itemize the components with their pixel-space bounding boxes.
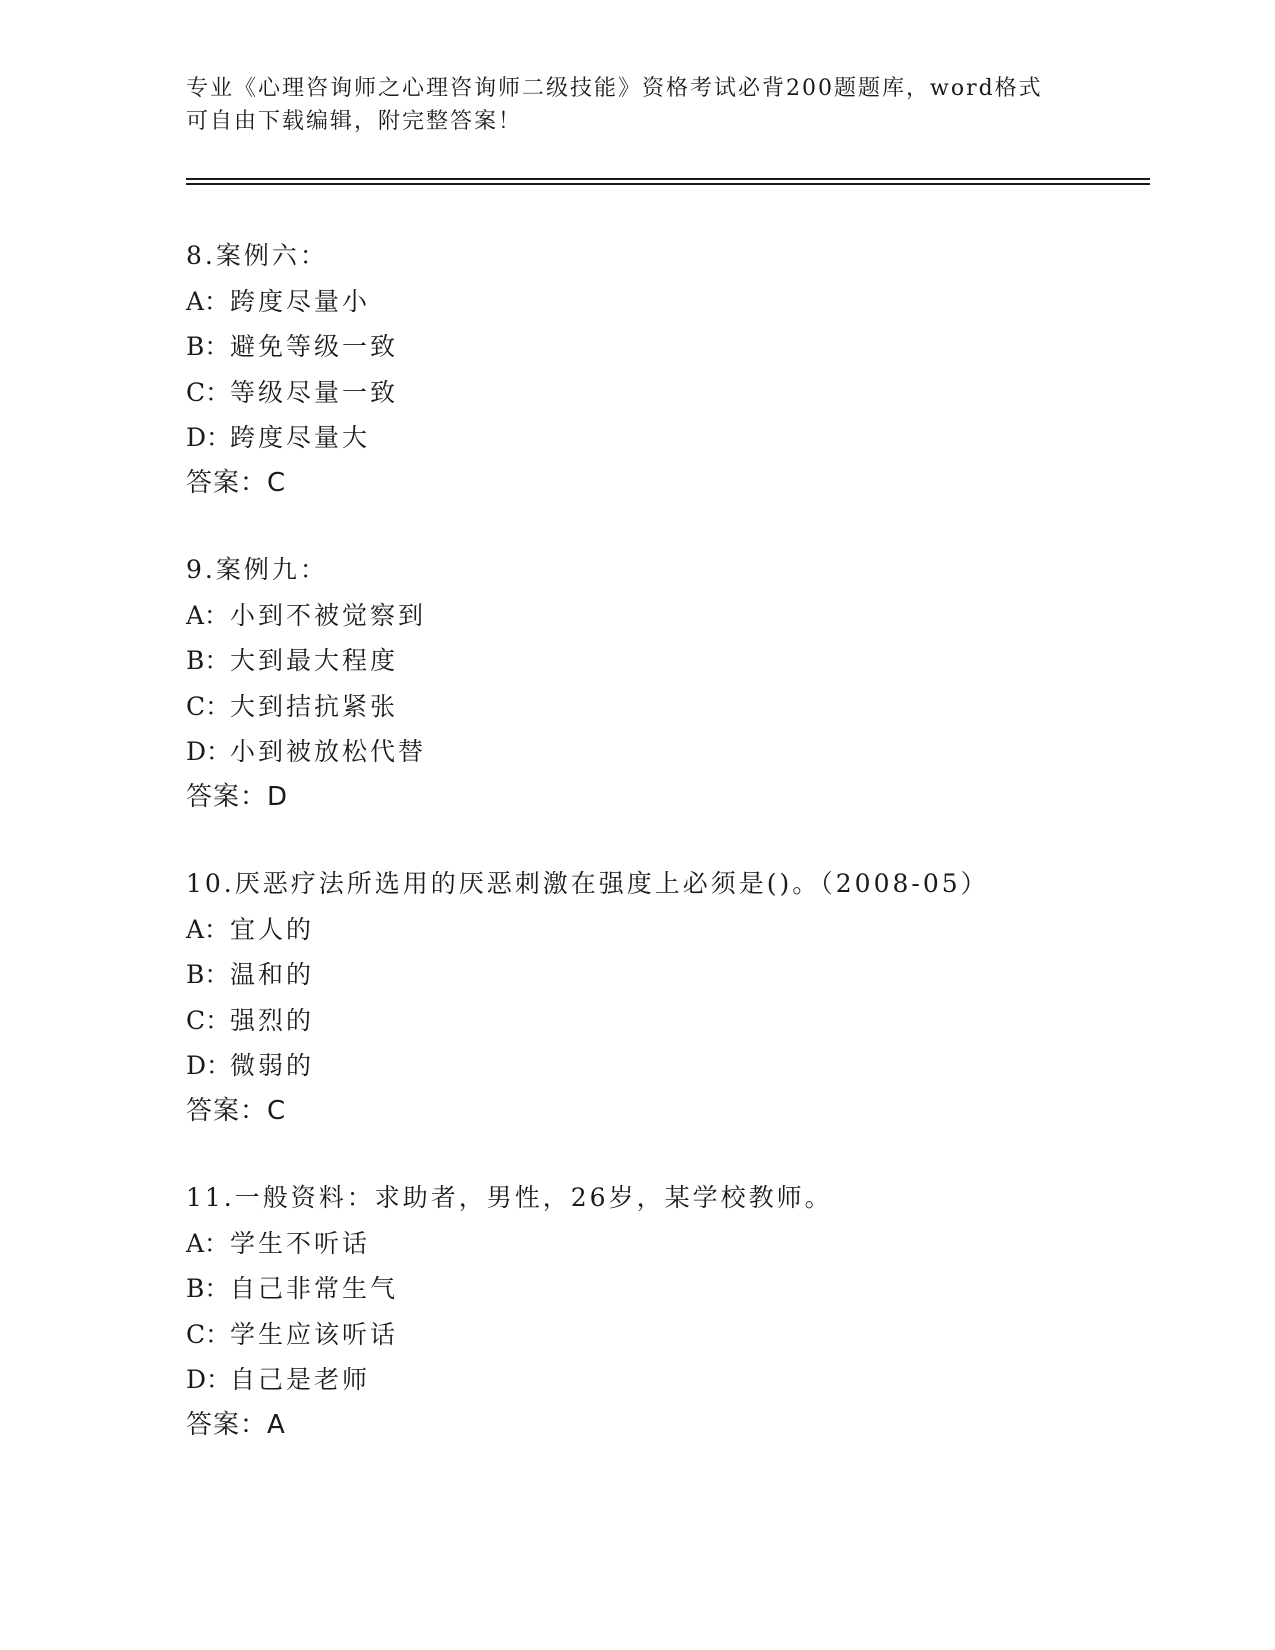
option-text: 等级尽量一致 (230, 377, 399, 407)
option-key: C： (186, 1005, 231, 1035)
option-d (186, 1357, 1146, 1403)
option-text: 小到被放松代替 (230, 737, 427, 766)
option-text: 小到不被觉察到 (230, 600, 427, 630)
option-key: D： (186, 1365, 232, 1394)
option-key: A： (186, 286, 230, 316)
header-line-2: 可自由下载编辑，附完整答案！ (186, 109, 523, 134)
option-text: 自己是老师 (230, 1365, 371, 1394)
option-text: 避免等级一致 (230, 332, 399, 361)
option-key: B： (186, 1274, 230, 1303)
option-text: 宜人的 (230, 914, 315, 944)
option-key: B： (186, 646, 230, 675)
header-line-1: 专业《心理咨询师之心理咨询师二级技能》资格考试必背200题题库，word格式 (186, 76, 1043, 101)
document-header (186, 72, 1066, 138)
option-key: D： (186, 423, 232, 452)
option-b (186, 638, 1146, 684)
option-d (186, 729, 1146, 775)
option-c (186, 1312, 1146, 1358)
header-rule-bottom (186, 183, 1150, 185)
option-text: 大到拮抗紧张 (230, 691, 399, 721)
option-key: A： (186, 1228, 230, 1258)
option-key: B： (186, 960, 230, 989)
answer-line: 答案：C (186, 467, 287, 498)
option-c (186, 998, 1146, 1044)
question-stem: 9.案例九： (186, 555, 328, 584)
option-d (186, 1043, 1146, 1089)
option-a (186, 279, 1146, 325)
answer-line: 答案：A (186, 1409, 286, 1440)
question-8 (186, 233, 1146, 506)
option-a (186, 1221, 1146, 1267)
option-text: 跨度尽量小 (230, 286, 371, 316)
option-b (186, 952, 1146, 998)
question-9 (186, 547, 1146, 820)
option-text: 微弱的 (230, 1051, 315, 1080)
option-text: 跨度尽量大 (230, 423, 371, 452)
option-text: 温和的 (230, 960, 315, 989)
option-text: 自己非常生气 (230, 1274, 399, 1303)
question-stem: 10.厌恶疗法所选用的厌恶刺激在强度上必须是()。（2008-05） (186, 869, 989, 898)
option-key: A： (186, 914, 230, 944)
question-11 (186, 1175, 1146, 1448)
option-key: B： (186, 332, 230, 361)
option-key: C： (186, 377, 231, 407)
answer-line: 答案：D (186, 781, 289, 812)
option-key: D： (186, 1051, 232, 1080)
option-c (186, 370, 1146, 416)
option-text: 大到最大程度 (230, 646, 399, 675)
option-text: 学生不听话 (230, 1228, 371, 1258)
option-text: 强烈的 (230, 1005, 315, 1035)
option-b (186, 324, 1146, 370)
question-10 (186, 861, 1146, 1134)
option-key: C： (186, 1319, 231, 1349)
option-key: D： (186, 737, 232, 766)
answer-line: 答案：C (186, 1095, 287, 1126)
option-key: C： (186, 691, 231, 721)
question-stem: 8.案例六： (186, 241, 328, 270)
option-b (186, 1266, 1146, 1312)
option-d (186, 415, 1146, 461)
option-a (186, 907, 1146, 953)
question-stem: 11.一般资料：求助者，男性，26岁，某学校教师。 (186, 1183, 833, 1212)
option-key: A： (186, 600, 230, 630)
option-text: 学生应该听话 (230, 1319, 399, 1349)
question-list (186, 233, 1146, 1489)
header-rule-top (186, 178, 1150, 180)
option-c (186, 684, 1146, 730)
option-a (186, 593, 1146, 639)
